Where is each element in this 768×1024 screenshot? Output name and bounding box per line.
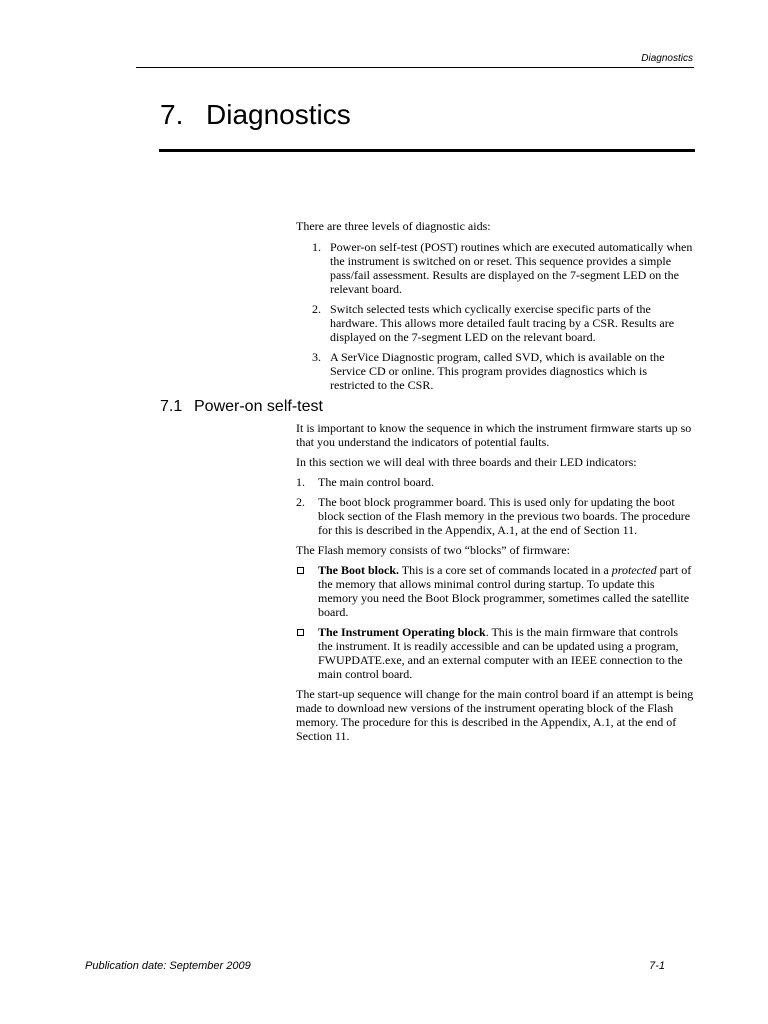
list-marker: 1. [296, 475, 305, 489]
intro-section [296, 219, 694, 398]
list-item [296, 563, 694, 619]
square-bullet-icon [297, 567, 304, 574]
chapter-title [160, 97, 351, 133]
list-item-text: Switch selected tests which cyclically exercise specific parts of the hardware. This allows more detailed fault tracing by a CSR. Results are displayed on the 7-segment LED on the relevant board. [330, 302, 675, 344]
bold-term: The Boot block. [318, 563, 400, 577]
paragraph: The Flash memory consists of two “blocks” of firmware: [296, 543, 570, 557]
bold-term: The Instrument Operating block [318, 625, 486, 639]
list-item [296, 625, 694, 681]
list-item [296, 350, 694, 392]
chapter-rule [159, 149, 695, 152]
section-number: 7.1 [160, 398, 183, 415]
square-bullet-icon [297, 629, 304, 636]
diagnostic-levels-list [296, 240, 694, 392]
list-marker: 2. [296, 495, 305, 509]
list-item-text: The boot block programmer board. This is used only for updating the boot block section of the Flash memory in the previous two boards. The procedure for this is described in the Appendix, A.1, at the end of Section 11. [318, 495, 691, 537]
list-item-text: . This is the main firmware that controls the instrument. It is readily accessible and can be updated using a program, FWUPDATE.exe, and an external computer with an IEEE connection to the main control board. [318, 625, 683, 681]
chapter-title-text: Diagnostics [206, 99, 351, 130]
list-marker: 1. [312, 240, 321, 254]
boards-list [296, 475, 694, 537]
list-item-text: Power-on self-test (POST) routines which are executed automatically when the instrument is switched on or reset. This sequence provides a simple pass/fail assessment. Results are displayed on the 7-segment LED on the relevant board. [330, 240, 693, 296]
chapter-number: 7. [160, 99, 184, 130]
paragraph: The start-up sequence will change for the main control board if an attempt is being made to download new versions of the instrument operating block of the Flash memory. The procedure for this is described in the Appendix, A.1, at the end of Section 11. [296, 687, 694, 743]
firmware-blocks-list [296, 563, 694, 681]
list-item [296, 495, 694, 537]
list-item-text: The main control board. [318, 475, 434, 489]
paragraph: It is important to know the sequence in which the instrument firmware starts up so that you understand the indicators of potential faults. [296, 421, 692, 449]
list-item-text: part of the memory that allows minimal control during startup. To update this memory you need the Boot Block programmer, sometimes called the satellite board. [318, 563, 692, 619]
italic-term: protected [611, 563, 657, 577]
header-rule [136, 67, 694, 68]
list-marker: 3. [312, 350, 321, 364]
list-item [296, 240, 694, 296]
list-marker: 2. [312, 302, 321, 316]
publication-date: Publication date: September 2009 [85, 960, 251, 972]
list-item [296, 475, 694, 489]
section-heading [160, 396, 323, 418]
list-item [296, 302, 694, 344]
paragraph: In this section we will deal with three boards and their LED indicators: [296, 455, 637, 469]
page-number: 7-1 [649, 960, 665, 972]
section-body [296, 421, 694, 749]
list-item-text: This is a core set of commands located in a [399, 563, 612, 577]
running-header: Diagnostics [641, 53, 693, 64]
intro-lead: There are three levels of diagnostic aids: [296, 219, 491, 233]
list-item-text: A SerVice Diagnostic program, called SVD, which is available on the Service CD or online. This program provides diagnostics which is restricted to the CSR. [330, 350, 665, 392]
section-title: Power-on self-test [194, 398, 323, 415]
